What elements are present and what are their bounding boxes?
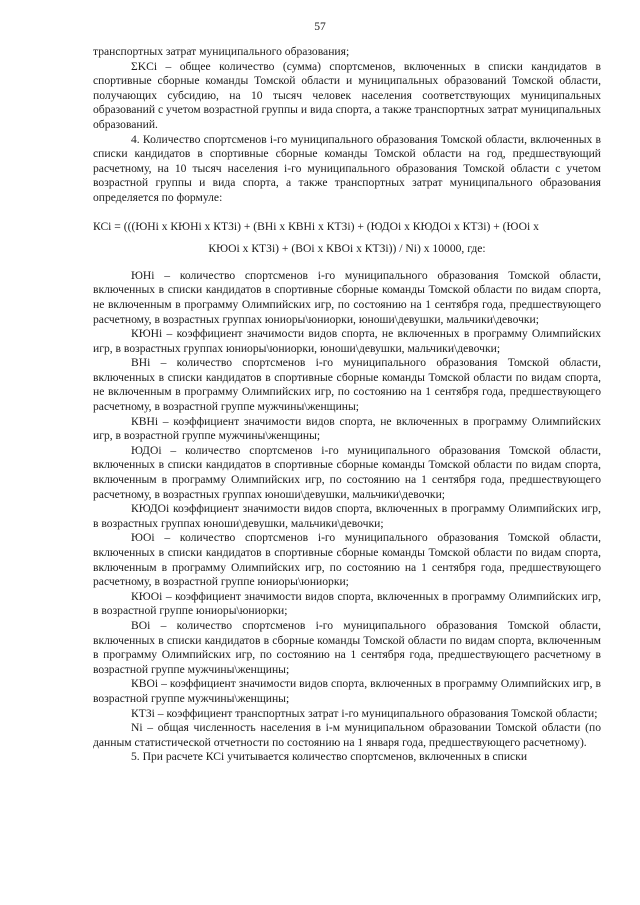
definition-kvo: КВОi – коэффициент значимости видов спорта, включенных в программу Олимпийских игр, в возрастной группе мужчины\женщины; (93, 677, 601, 705)
definition-vn: ВНi – количество спортсменов i-го муниципального образования Томской области, включенных в списки кандидатов в спортивные сборные команды Томской области по видам спорта, не включенным в программу Олимпийских игр, по состоянию на 1 сентября года, предшествующего расчетному, в возрастной группе мужчины\женщины; (93, 356, 601, 414)
page-number: 57 (314, 20, 326, 33)
definition-kyuo: КЮОi – коэффициент значимости видов спорта, включенных в программу Олимпийских игр, в возрастной группе юниоры\юниорки; (93, 589, 601, 618)
formula-line-2: КЮОi x КТЗi) + (ВОi x КВОi x КТЗi)) / Ni) x 10000, где: (208, 242, 486, 256)
paragraph-item-5: 5. При расчете КСi учитывается количество спортсменов, включенных в списки (131, 750, 528, 764)
definition-vo: ВОi – количество спортсменов i-го муниципального образования Томской области, включенных в списки кандидатов в сборные команды Томской области по видам спорта, включенным в программу Олимпийских игр, по состоянию на 1 сентября года, предшествующего расчетному в возрастной группе мужчины\женщины; (93, 618, 601, 676)
definition-yuo: ЮОi – количество спортсменов i-го муниципального образования Томской области, включенных в списки кандидатов в спортивные сборные команды Томской области по видам спорта, включенным в программу Олимпийских игр, по состоянию на 1 сентября года, предшествующего расчетному, в возрастной группе юниоры\юниорки; (93, 531, 601, 589)
definition-yudo: ЮДОi – количество спортсменов i-го муниципального образования Томской области, включенных в списки кандидатов в спортивные сборные команды Томской области по видам спорта, включенным в программу Олимпийских игр, по состоянию на 1 сентября года, предшествующего расчетному, в возрастных группах юноши\девушки, мальчики\девочки; (93, 443, 601, 501)
definition-kyun: КЮНi – коэффициент значимости видов спорта, не включенных в программу Олимпийских игр, в возрастных группах юниоры\юниорки, юноши\девушки, мальчики\девочки; (93, 327, 601, 355)
definition-yun: ЮНi – количество спортсменов i-го муниципального образования Томской области, включенных в списки кандидатов в спортивные сборные команды Томской области по видам спорта, не включенным в программу Олимпийских игр, по состоянию на 1 сентября года, предшествующего расчетному, в возрастных группах юниоры\юниорки, юноши\девушки, мальчики\девочки; (93, 268, 601, 326)
paragraph-continuation: транспортных затрат муниципального образования; (93, 45, 350, 58)
definition-ni: Ni – общая численность населения в i-м муниципальном образовании Томской области (по данным статистической отчетности по состоянию на 1 января года, предшествующего расчетному). (93, 721, 601, 749)
formula-line-1: КСi = (((ЮНi x КЮНi x КТЗi) + (ВНi x КВНi x КТЗi) + (ЮДОi x КЮДОi x КТЗi) + (ЮОi x (93, 219, 539, 233)
paragraph-item-4: 4. Количество спортсменов i-го муниципального образования Томской области, включенных в списки кандидатов в спортивные сборные команды Томской области на год, предшествующий расчетному, на 10 тысяч населения i-го муниципального образования Томской области с учетом возрастной группы и вида спорта, а также транспортных затрат муниципального образования определяется по формуле: (93, 132, 601, 204)
paragraph-sum-definition: ΣKCi – общее количество (сумма) спортсменов, включенных в списки кандидатов в спортивные сборные команды Томской области и муниципальных образований Томской области, получающих субсидию, на 10 тысяч человек населения соответствующих муниципальных образований с учетом возрастной группы и вида спорта, а также транспортных затрат муниципальных образований. (93, 59, 601, 131)
definition-kyudo: КЮДОi коэффициент значимости видов спорта, включенных в программу Олимпийских игр, в возрастных группах юноши\девушки, мальчики\девочки; (93, 502, 601, 530)
definition-kvn: КВНi – коэффициент значимости видов спорта, не включенных в программу Олимпийских игр, в возрастной группе мужчины\женщины; (93, 414, 601, 443)
document-body (93, 45, 601, 765)
definition-ktz: КТЗi – коэффициент транспортных затрат i-го муниципального образования Томской области; (131, 706, 598, 720)
